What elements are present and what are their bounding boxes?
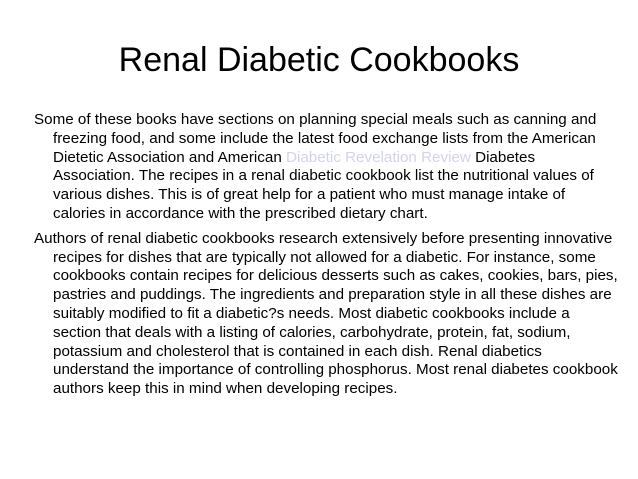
slide-body (34, 111, 619, 405)
diabetic-revelation-review-link[interactable]: Diabetic Revelation Review (286, 148, 471, 166)
paragraph-cookbook-sections (34, 111, 619, 224)
slide-title: Renal Diabetic Cookbooks (118, 41, 520, 79)
paragraph-cookbook-authors: Authors of renal diabetic cookbooks research extensively before presenting innovative recipes for dishes that are typically not allowed for a diabetic. For instance, some cookbooks contain recipes for delicious desserts such as cakes, cookies, bars, pies, pastries and puddings. The ingredients and preparation style in all these dishes are suitably modified to fit a diabetic?s needs. Most diabetic cookbooks include a section that deals with a listing of calories, carbohydrate, protein, fat, sodium, potassium and cholesterol that is contained in each dish. Renal diabetics understand the importance of controlling phosphorus. Most renal diabetes cookbook authors keep this in mind when developing recipes. (34, 229, 618, 398)
paragraph-text-after-link: Diabetes Association. The recipes in a renal diabetic cookbook list the nutritional values of various dishes. This is of great help for a patient who must manage intake of calories in accordance with the prescribed dietary chart. (53, 148, 594, 222)
paragraph-text-before-link: Some of these books have sections on planning special meals such as canning and freezing food, and some include the latest food exchange lists from the American Dietetic Association and American (34, 111, 597, 166)
